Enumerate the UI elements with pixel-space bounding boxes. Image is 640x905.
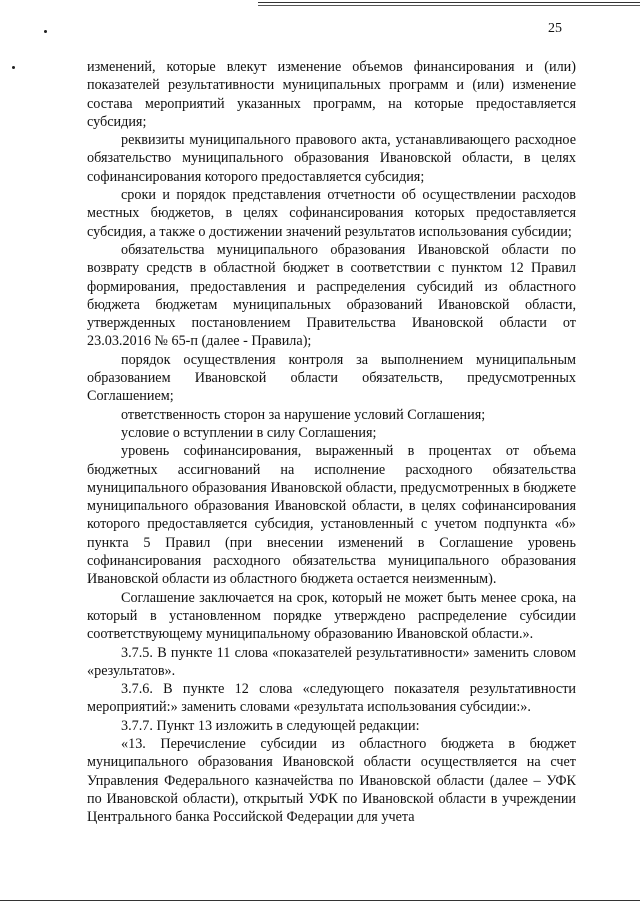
paragraph: Соглашение заключается на срок, который не может быть менее срока, на который в установленном порядке утверждено распределение субсидии соответствующему муниципальному образованию Ивановской области.».	[87, 589, 576, 643]
paragraph: порядок осуществления контроля за выполнением муниципальным образованием Ивановской области обязательств, предусмотренных Соглашением;	[87, 351, 576, 405]
paragraph: 3.7.5. В пункте 11 слова «показателей результативности» заменить словом «результатов».	[87, 644, 576, 679]
paragraph: изменений, которые влекут изменение объемов финансирования и (или) показателей результативности муниципальных программ и (или) изменение состава мероприятий указанных программ, на которые предоставляется субсидия;	[87, 59, 576, 130]
paragraph: 3.7.7. Пункт 13 изложить в следующей редакции:	[121, 717, 420, 734]
document-body	[87, 58, 576, 826]
paragraph: сроки и порядок представления отчетности об осуществлении расходов местных бюджетов, в целях софинансирования которых предоставляется субсидия, а также о достижении значений результатов использования субсидии;	[87, 187, 576, 240]
paragraph: обязательства муниципального образования Ивановской области по возврату средств в областной бюджет в соответствии с пунктом 12 Правил формирования, предоставления и распределения субсидий из областного бюджета бюджетам муниципальных образований Ивановской области, утвержденных постановлением Правительства Ивановской области от 23.03.2016 № 65-п (далее - Правила);	[87, 241, 576, 350]
paragraph: 3.7.6. В пункте 12 слова «следующего показателя результативности мероприятий:» заменить словами «результата использования субсидии:».	[87, 681, 576, 716]
scan-speck	[12, 66, 15, 69]
scan-speck	[44, 30, 47, 33]
paragraph: уровень софинансирования, выраженный в процентах от объема бюджетных ассигнований на исполнение расходного обязательства муниципального образования Ивановской области, предусмотренных в бюджете муниципального образования Ивановской области, в целях софинансирования которого предоставляется субсидия, установленный с учетом подпункта «б» пункта 5 Правил (при внесении изменений в Соглашение уровень софинансирования расходного обязательства муниципального образования Ивановской области из областного бюджета остается неизменным).	[87, 443, 576, 588]
top-rule-secondary	[258, 5, 640, 6]
paragraph: ответственность сторон за нарушение условий Соглашения;	[121, 406, 486, 423]
top-rule	[258, 2, 640, 3]
bottom-rule	[0, 900, 640, 901]
paragraph: условие о вступлении в силу Соглашения;	[121, 424, 377, 441]
paragraph: «13. Перечисление субсидии из областного бюджета в бюджет муниципального образования Ивановской области осуществляется на счет Управления Федерального казначейства по Ивановской области (далее – УФК по Ивановской области), открытый УФК по Ивановской области в учреждении Центрального банка Российской Федерации для учета	[87, 735, 576, 826]
page-number: 25	[548, 21, 562, 36]
paragraph: реквизиты муниципального правового акта, устанавливающего расходное обязательство муниципального образования Ивановской области, в целях софинансирования которого предоставляется субсидия;	[87, 132, 576, 185]
